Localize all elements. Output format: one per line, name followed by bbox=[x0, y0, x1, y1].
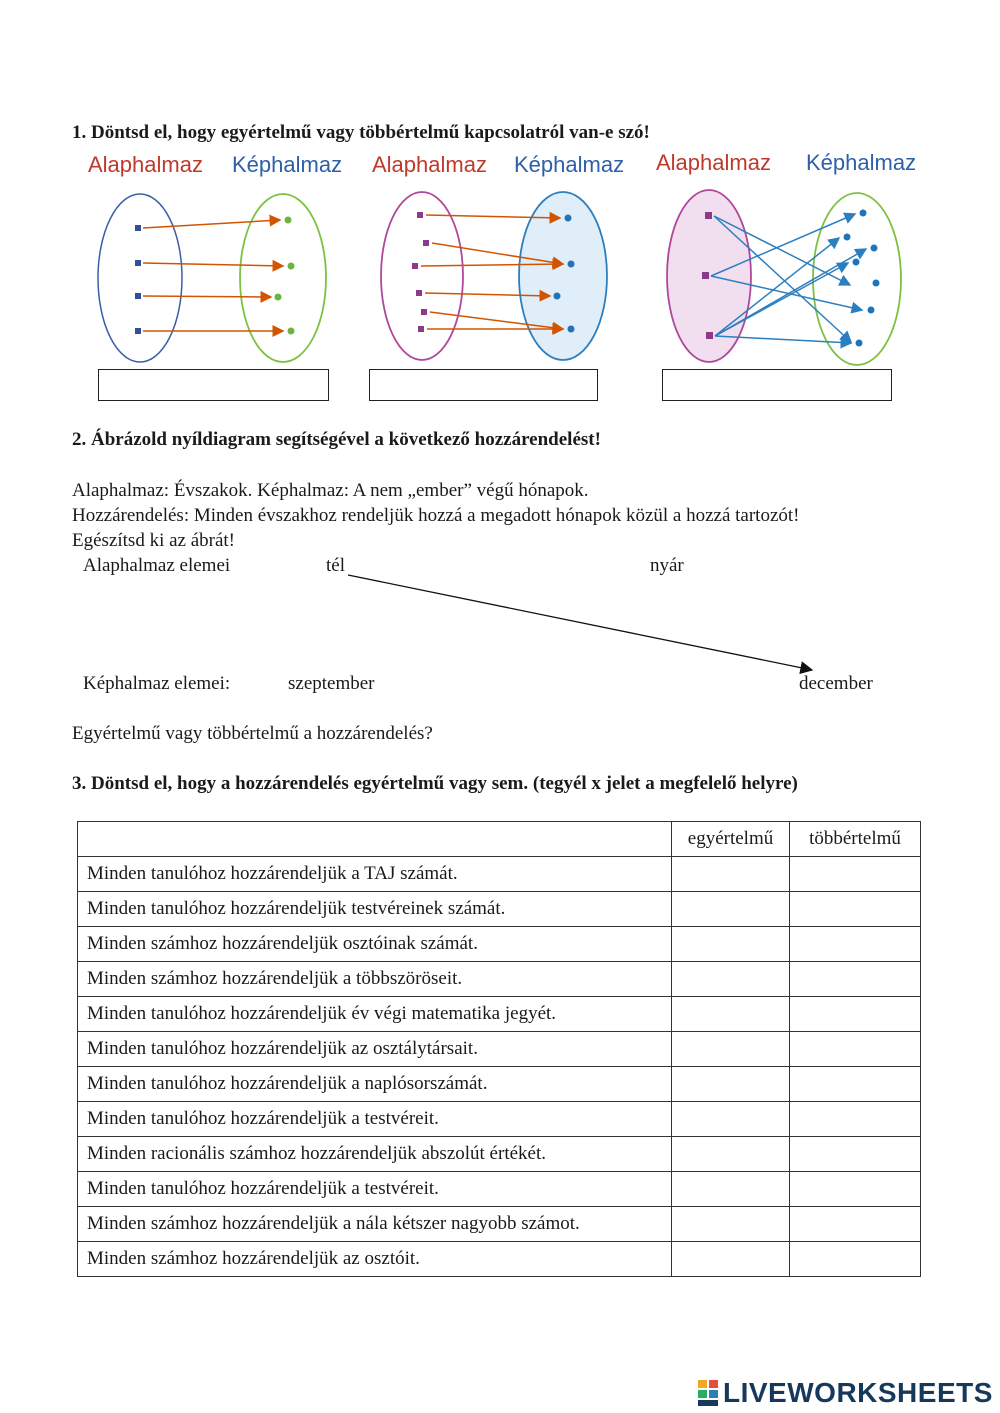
table-row bbox=[78, 1102, 921, 1137]
task1-heading: 1. Döntsd el, hogy egyértelmű vagy többértelmű kapcsolatról van-e szó! bbox=[72, 122, 650, 143]
egyertelmu-answer-cell[interactable] bbox=[672, 1067, 790, 1102]
d3-codomain-point bbox=[853, 259, 860, 266]
statement-cell: Minden tanulóhoz hozzárendeljük az osztálytársait. bbox=[78, 1032, 672, 1067]
tobbertelmu-answer-cell[interactable] bbox=[790, 1067, 921, 1102]
d3-domain-point bbox=[705, 212, 712, 219]
domain-elements-label: Alaphalmaz elemei bbox=[83, 555, 231, 576]
task2-line2: Hozzárendelés: Minden évszakhoz rendeljük hozzá a megadott hónapok közül a hozzá tartozót! bbox=[72, 505, 800, 526]
table-row bbox=[78, 962, 921, 997]
tobbertelmu-answer-cell[interactable] bbox=[790, 1032, 921, 1067]
domain-item-nyar: nyár bbox=[650, 555, 684, 576]
table-row bbox=[78, 1207, 921, 1242]
task2-heading: 2. Ábrázold nyíldiagram segítségével a következő hozzárendelést! bbox=[72, 429, 601, 450]
d2-codomain-label: Képhalmaz bbox=[514, 152, 625, 177]
liveworksheets-brand bbox=[697, 1377, 993, 1409]
domain-item-tel: tél bbox=[326, 555, 345, 576]
d2-codomain-point bbox=[554, 293, 561, 300]
statement-cell: Minden racionális számhoz hozzárendeljük abszolút értékét. bbox=[78, 1137, 672, 1172]
egyertelmu-answer-cell[interactable] bbox=[672, 1032, 790, 1067]
d1-codomain-label: Képhalmaz bbox=[232, 152, 343, 177]
tobbertelmu-answer-cell[interactable] bbox=[790, 1242, 921, 1277]
classification-table bbox=[77, 821, 921, 1277]
statement-cell: Minden tanulóhoz hozzárendeljük év végi matematika jegyét. bbox=[78, 997, 672, 1032]
d2-domain-point bbox=[416, 290, 422, 296]
d1-arrow bbox=[143, 263, 283, 266]
tobbertelmu-answer-cell[interactable] bbox=[790, 1137, 921, 1172]
d3-codomain-point bbox=[871, 245, 878, 252]
egyertelmu-answer-cell[interactable] bbox=[672, 1137, 790, 1172]
table-header-row bbox=[78, 822, 921, 857]
d3-domain-point bbox=[706, 332, 713, 339]
tobbertelmu-answer-cell[interactable] bbox=[790, 962, 921, 997]
d3-codomain-point bbox=[860, 210, 867, 217]
answer-box-2[interactable] bbox=[369, 369, 598, 401]
table-row bbox=[78, 927, 921, 962]
d1-arrow bbox=[143, 296, 271, 297]
task3-heading: 3. Döntsd el, hogy a hozzárendelés egyértelmű vagy sem. (tegyél x jelet a megfelelő helyre) bbox=[72, 773, 798, 794]
d3-domain-label: Alaphalmaz bbox=[656, 150, 771, 175]
liveworksheets-logo-icon bbox=[697, 1378, 719, 1408]
header-col-tobbertelmu: többértelmű bbox=[790, 822, 921, 857]
d2-domain-point bbox=[417, 212, 423, 218]
table-row bbox=[78, 1172, 921, 1207]
answer-box-1[interactable] bbox=[98, 369, 329, 401]
egyertelmu-answer-cell[interactable] bbox=[672, 927, 790, 962]
egyertelmu-answer-cell[interactable] bbox=[672, 857, 790, 892]
table-row bbox=[78, 1137, 921, 1172]
tobbertelmu-answer-cell[interactable] bbox=[790, 1207, 921, 1242]
header-blank-cell bbox=[78, 822, 672, 857]
statement-cell: Minden tanulóhoz hozzárendeljük testvéreinek számát. bbox=[78, 892, 672, 927]
table-row bbox=[78, 1032, 921, 1067]
table-row bbox=[78, 892, 921, 927]
egyertelmu-answer-cell[interactable] bbox=[672, 962, 790, 997]
d3-codomain-ellipse bbox=[813, 193, 901, 365]
task2-line1: Alaphalmaz: Évszakok. Képhalmaz: A nem „ember” végű hónapok. bbox=[72, 480, 589, 501]
tobbertelmu-answer-cell[interactable] bbox=[790, 927, 921, 962]
d2-domain-point bbox=[418, 326, 424, 332]
egyertelmu-answer-cell[interactable] bbox=[672, 1207, 790, 1242]
tobbertelmu-answer-cell[interactable] bbox=[790, 1172, 921, 1207]
d1-domain-point bbox=[135, 260, 141, 266]
statement-cell: Minden számhoz hozzárendeljük osztóinak számát. bbox=[78, 927, 672, 962]
table-row bbox=[78, 997, 921, 1032]
d1-domain-point bbox=[135, 293, 141, 299]
d1-codomain-point bbox=[285, 217, 292, 224]
d3-codomain-label: Képhalmaz bbox=[806, 150, 917, 175]
egyertelmu-answer-cell[interactable] bbox=[672, 1242, 790, 1277]
arrow-diagrams bbox=[0, 145, 1000, 380]
codomain-item-szeptember: szeptember bbox=[288, 673, 375, 694]
egyertelmu-answer-cell[interactable] bbox=[672, 997, 790, 1032]
statement-cell: Minden számhoz hozzárendeljük a nála kétszer nagyobb számot. bbox=[78, 1207, 672, 1242]
statement-cell: Minden tanulóhoz hozzárendeljük a testvéreit. bbox=[78, 1102, 672, 1137]
d3-codomain-point bbox=[844, 234, 851, 241]
d3-codomain-point bbox=[856, 340, 863, 347]
brand-text: LIVEWORKSHEETS bbox=[723, 1377, 993, 1408]
tobbertelmu-answer-cell[interactable] bbox=[790, 1102, 921, 1137]
d3-codomain-point bbox=[868, 307, 875, 314]
d2-domain-point bbox=[412, 263, 418, 269]
d2-codomain-point bbox=[565, 215, 572, 222]
codomain-item-december: december bbox=[799, 673, 873, 694]
d1-domain-point bbox=[135, 328, 141, 334]
statement-cell: Minden tanulóhoz hozzárendeljük a TAJ számát. bbox=[78, 857, 672, 892]
task2-line3: Egészítsd ki az ábrát! bbox=[72, 530, 236, 551]
statement-cell: Minden tanulóhoz hozzárendeljük a testvéreit. bbox=[78, 1172, 672, 1207]
d2-domain-point bbox=[423, 240, 429, 246]
d1-domain-label: Alaphalmaz bbox=[88, 152, 203, 177]
answer-box-3[interactable] bbox=[662, 369, 892, 401]
table-row bbox=[78, 857, 921, 892]
task2-arrow bbox=[340, 560, 820, 680]
d2-domain-point bbox=[421, 309, 427, 315]
task2-question: Egyértelmű vagy többértelmű a hozzárendelés? bbox=[72, 723, 433, 744]
statement-cell: Minden számhoz hozzárendeljük az osztóit. bbox=[78, 1242, 672, 1277]
tobbertelmu-answer-cell[interactable] bbox=[790, 857, 921, 892]
tobbertelmu-answer-cell[interactable] bbox=[790, 997, 921, 1032]
statement-cell: Minden számhoz hozzárendeljük a többszöröseit. bbox=[78, 962, 672, 997]
d3-codomain-point bbox=[873, 280, 880, 287]
d1-codomain-point bbox=[288, 263, 295, 270]
table-row bbox=[78, 1242, 921, 1277]
egyertelmu-answer-cell[interactable] bbox=[672, 1102, 790, 1137]
table-row bbox=[78, 1067, 921, 1102]
egyertelmu-answer-cell[interactable] bbox=[672, 892, 790, 927]
d3-domain-point bbox=[702, 272, 709, 279]
d2-codomain-point bbox=[568, 261, 575, 268]
d1-codomain-point bbox=[275, 294, 282, 301]
d1-arrow bbox=[143, 220, 280, 228]
d1-domain-point bbox=[135, 225, 141, 231]
egyertelmu-answer-cell[interactable] bbox=[672, 1172, 790, 1207]
statement-cell: Minden tanulóhoz hozzárendeljük a naplósorszámát. bbox=[78, 1067, 672, 1102]
d1-codomain-ellipse bbox=[240, 194, 326, 362]
d2-codomain-point bbox=[568, 326, 575, 333]
d1-codomain-point bbox=[288, 328, 295, 335]
header-col-egyertelmu: egyértelmű bbox=[672, 822, 790, 857]
codomain-elements-label: Képhalmaz elemei: bbox=[83, 673, 231, 694]
tobbertelmu-answer-cell[interactable] bbox=[790, 892, 921, 927]
d2-domain-label: Alaphalmaz bbox=[372, 152, 487, 177]
d1-domain-ellipse bbox=[98, 194, 182, 362]
